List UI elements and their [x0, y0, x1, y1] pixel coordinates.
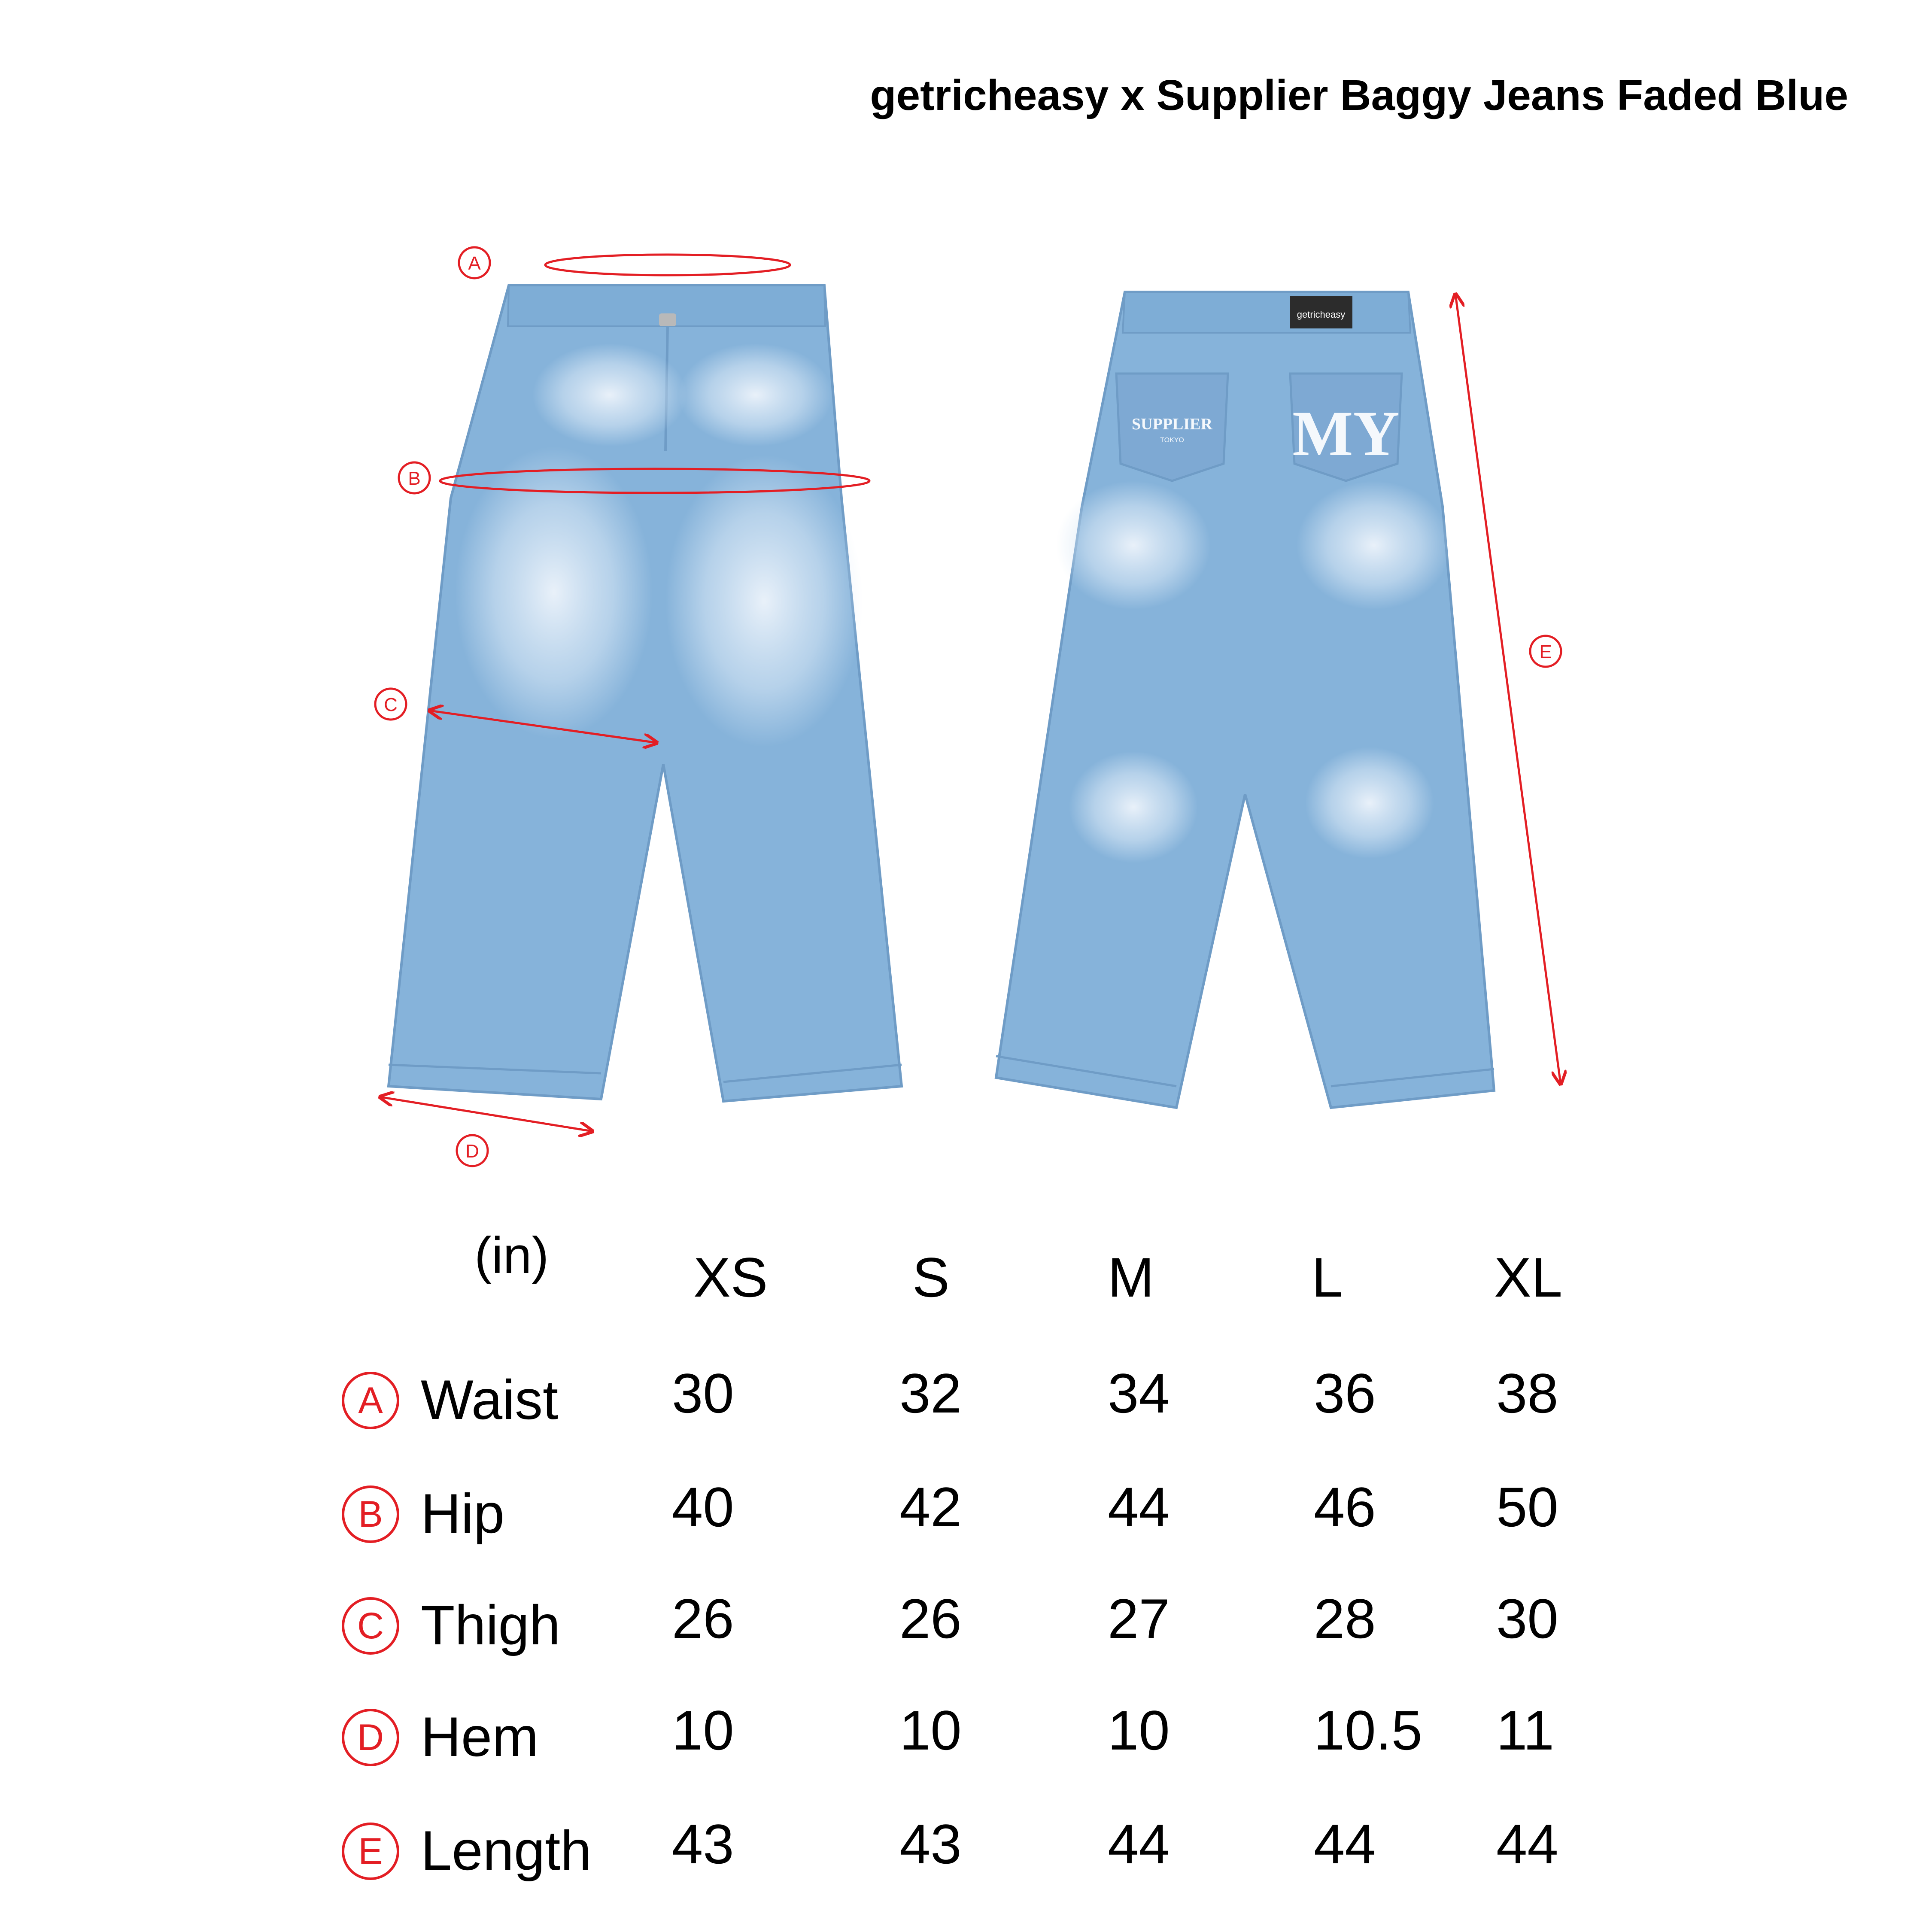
size-header-l: L [1312, 1246, 1343, 1309]
value-waist-xs: 30 [672, 1362, 734, 1425]
waistband-tag-text: getricheasy [1297, 309, 1346, 320]
row-label-length: Length [421, 1819, 592, 1882]
value-thigh-l: 28 [1314, 1587, 1376, 1650]
size-header-xl: XL [1494, 1246, 1563, 1309]
value-thigh-xs: 26 [672, 1587, 734, 1650]
value-hip-xs: 40 [672, 1476, 734, 1538]
unit-label: (in) [474, 1227, 549, 1284]
value-hem-m: 10 [1108, 1699, 1170, 1762]
value-length-l: 44 [1314, 1813, 1376, 1875]
row-marker-e: E [342, 1823, 399, 1880]
value-hem-s: 10 [899, 1699, 962, 1762]
value-hem-xl: 11 [1496, 1699, 1554, 1762]
row-marker-c: C [342, 1597, 399, 1655]
row-label-hem: Hem [421, 1705, 539, 1768]
value-length-m: 44 [1108, 1813, 1170, 1875]
svg-text:C: C [384, 694, 398, 715]
pocket-label-tokyo: TOKYO [1160, 437, 1184, 444]
row-label-hip: Hip [421, 1482, 505, 1545]
row-marker-a: A [342, 1372, 399, 1429]
value-hem-xs: 10 [672, 1699, 734, 1762]
size-header-xs: XS [693, 1246, 768, 1309]
value-waist-l: 36 [1314, 1362, 1376, 1425]
value-thigh-s: 26 [899, 1587, 962, 1650]
row-label-waist: Waist [421, 1368, 559, 1431]
svg-text:A: A [468, 253, 481, 274]
value-waist-s: 32 [899, 1362, 962, 1425]
value-hip-xl: 50 [1496, 1476, 1558, 1538]
pocket-label-supplier: SUPPLIER [1132, 415, 1212, 433]
value-hem-l: 10.5 [1314, 1699, 1423, 1762]
value-hip-s: 42 [899, 1476, 962, 1538]
value-length-s: 43 [899, 1813, 962, 1875]
value-length-xs: 43 [672, 1813, 734, 1875]
size-header-m: M [1108, 1246, 1154, 1309]
value-waist-m: 34 [1108, 1362, 1170, 1425]
value-hip-m: 44 [1108, 1476, 1170, 1538]
svg-text:D: D [465, 1141, 479, 1162]
value-thigh-m: 27 [1108, 1587, 1170, 1650]
row-marker-b: B [342, 1485, 399, 1543]
svg-text:B: B [408, 468, 421, 489]
pocket-monogram: MY [1292, 398, 1400, 469]
svg-text:E: E [1539, 641, 1552, 662]
size-header-s: S [912, 1246, 950, 1309]
row-marker-d: D [342, 1709, 399, 1766]
value-waist-xl: 38 [1496, 1362, 1558, 1425]
row-label-thigh: Thigh [421, 1594, 561, 1656]
value-thigh-xl: 30 [1496, 1587, 1558, 1650]
value-length-xl: 44 [1496, 1813, 1558, 1875]
product-title: getricheasy x Supplier Baggy Jeans Faded Blue [870, 71, 1848, 119]
value-hip-l: 46 [1314, 1476, 1376, 1538]
